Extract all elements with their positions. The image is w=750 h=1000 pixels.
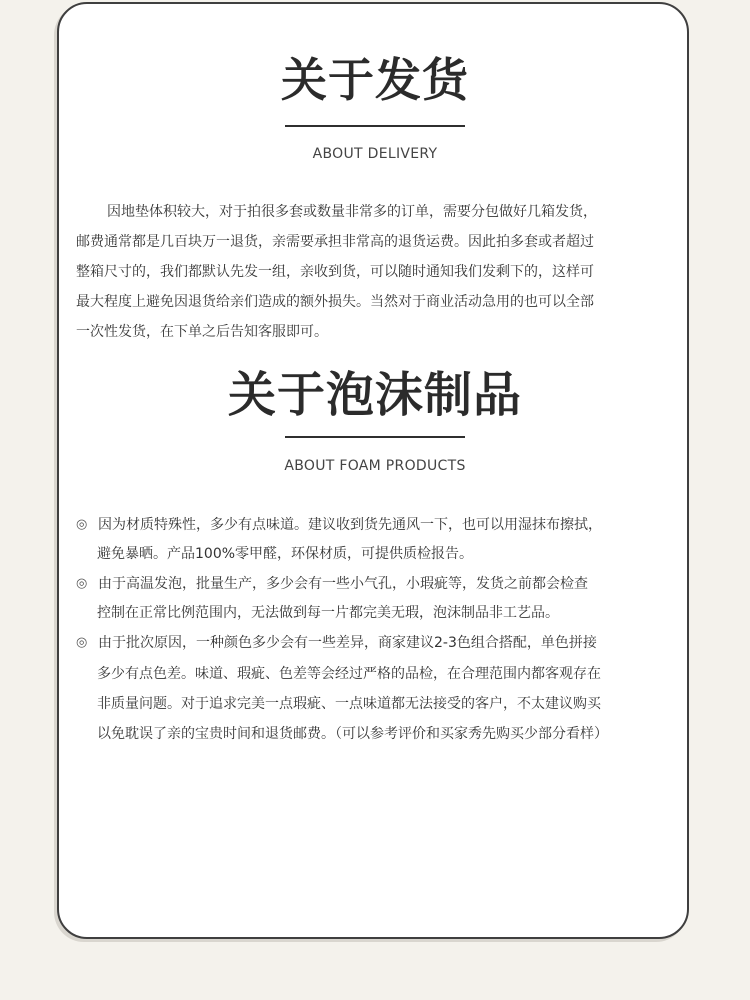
foam-bullet-line: 由于批次原因，一种颜色多少会有一些差异，商家建议2-3色组合搭配，单色拼接 [98,635,597,651]
bullet-icon: ◎ [76,517,88,532]
foam-bullet-line: 由于高温发泡，批量生产，多少会有一些小气孔，小瑕疵等，发货之前都会检查 [98,576,588,592]
foam-bullet-line: 非质量问题。对于追求完美一点瑕疵、一点味道都无法接受的客户，不太建议购买 [97,696,601,712]
foam-subtitle: ABOUT FOAM PRODUCTS [284,458,466,474]
delivery-paragraph-line: 因地垫体积较大，对于拍很多套或数量非常多的订单，需要分包做好几箱发货， [107,204,597,220]
foam-title-underline [285,436,465,438]
delivery-paragraph-line: 最大程度上避免因退货给亲们造成的额外损失。当然对于商业活动急用的也可以全部 [76,294,594,310]
foam-bullet-line: 因为材质特殊性，多少有点味道。建议收到货先通风一下，也可以用湿抹布擦拭， [98,517,602,533]
delivery-paragraph-line: 一次性发货，在下单之后告知客服即可。 [76,324,328,340]
delivery-subtitle: ABOUT DELIVERY [312,146,438,162]
delivery-title: 关于发货 [281,53,469,107]
foam-bullet-line: 避免暴晒。产品100%零甲醛，环保材质，可提供质检报告。 [97,546,474,562]
foam-title: 关于泡沫制品 [227,367,522,423]
foam-bullet-line: 控制在正常比例范围内，无法做到每一片都完美无瑕，泡沫制品非工艺品。 [97,605,559,621]
delivery-paragraph-line: 整箱尺寸的，我们都默认先发一组，亲收到货，可以随时通知我们发剩下的，这样可 [76,264,594,280]
foam-bullet-line: 以免耽误了亲的宝贵时间和退货邮费。（可以参考评价和买家秀先购买少部分看样） [97,726,608,742]
foam-bullet-line: 多少有点色差。味道、瑕疵、色差等会经过严格的品检，在合理范围内都客观存在 [97,666,601,682]
delivery-title-underline [285,125,465,127]
bullet-icon: ◎ [76,576,88,591]
delivery-paragraph-line: 邮费通常都是几百块万一退货，亲需要承担非常高的退货运费。因此拍多套或者超过 [76,234,594,250]
bullet-icon: ◎ [76,635,88,650]
